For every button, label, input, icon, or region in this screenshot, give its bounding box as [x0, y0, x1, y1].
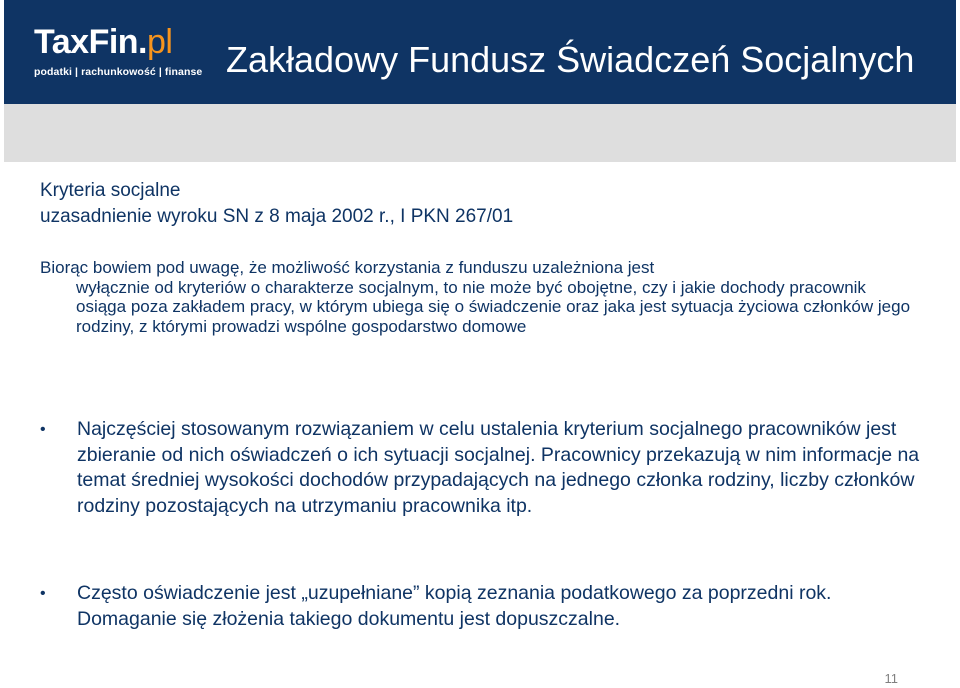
quote-first-line: Biorąc bowiem pod uwagę, że możliwość korzystania z funduszu uzależniona jest [40, 258, 655, 277]
header-strip [4, 104, 956, 162]
bullet-icon: • [40, 421, 46, 438]
ruling-quote [40, 258, 920, 336]
heading-line-criteria: Kryteria socjalne [40, 180, 181, 201]
list-item [40, 417, 920, 519]
slide-number: 11 [884, 671, 898, 686]
taxfin-logo [26, 14, 201, 84]
section-heading [40, 178, 513, 230]
bullet-text: Najczęściej stosowanym rozwiązaniem w celu ustalenia kryterium socjalnego pracowników jest zbieranie od nich oświadczeń o ich sytuacji socjalnej. Pracownicy przekazują w nim informacje na temat średniej wysokości dochodów przypadających na jednego członka rodziny, liczby członków rodziny pozostających na utrzymaniu pracownika itp. [77, 418, 920, 517]
logo-main-text: TaxFin. [34, 23, 147, 61]
logo-suffix-text: pl [147, 23, 173, 61]
header-bar [4, 0, 956, 104]
slide-title: Zakładowy Fundusz Świadczeń Socjalnych [226, 39, 915, 80]
quote-continuation: wyłącznie od kryteriów o charakterze socjalnym, to nie może być obojętne, czy i jakie dochody pracownik osiąga poza zakładem pracy, w którym ubiega się o świadczenie oraz jaka jest sytuacja życiowa członków jego rodziny, z którymi prowadzi wspólne gospodarstwo domowe [76, 277, 911, 336]
logo-wordmark [34, 22, 172, 62]
logo-tagline: podatki | rachunkowość | finanse [34, 66, 203, 78]
bullet-text: Często oświadczenie jest „uzupełniane” kopią zeznania podatkowego za poprzedni rok. Domaganie się złożenia takiego dokumentu jest dopuszczalne. [77, 582, 832, 630]
list-item [40, 581, 920, 632]
bullet-icon: • [40, 585, 46, 602]
heading-line-ruling: uzasadnienie wyroku SN z 8 maja 2002 r., I PKN 267/01 [40, 206, 514, 227]
